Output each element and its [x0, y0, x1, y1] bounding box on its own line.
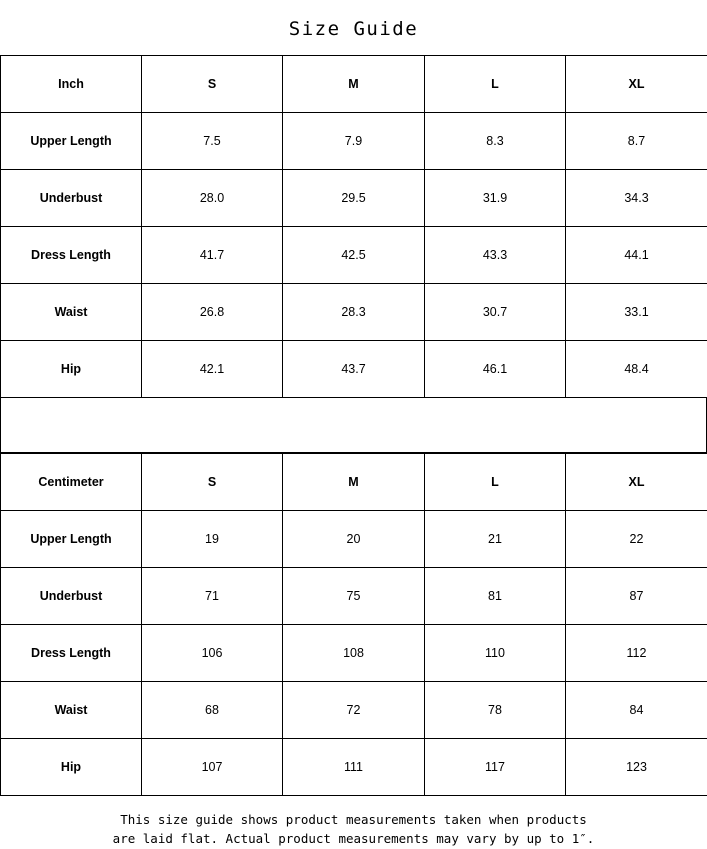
cell-value: 41.7 [142, 226, 283, 283]
cell-value: 107 [142, 738, 283, 795]
column-header-s: S [142, 55, 283, 112]
cell-value: 19 [142, 510, 283, 567]
row-label-underbust: Underbust [1, 169, 142, 226]
cell-value: 26.8 [142, 283, 283, 340]
cell-value: 31.9 [425, 169, 566, 226]
table-row [1, 169, 707, 226]
cell-value: 110 [425, 624, 566, 681]
cell-value: 44.1 [566, 226, 707, 283]
cell-value: 33.1 [566, 283, 707, 340]
cell-value: 117 [425, 738, 566, 795]
centimeter-size-table [0, 453, 707, 796]
cell-value: 68 [142, 681, 283, 738]
cell-value: 78 [425, 681, 566, 738]
cell-value: 71 [142, 567, 283, 624]
cell-value: 21 [425, 510, 566, 567]
cell-value: 42.1 [142, 340, 283, 397]
column-header-m: M [283, 453, 425, 510]
row-label-dress-length: Dress Length [1, 226, 142, 283]
cell-value: 106 [142, 624, 283, 681]
cell-value: 46.1 [425, 340, 566, 397]
cell-value: 111 [283, 738, 425, 795]
table-row [1, 510, 707, 567]
footnote-line-1: This size guide shows product measurements taken when products [0, 810, 707, 829]
column-header-l: L [425, 453, 566, 510]
row-label-waist: Waist [1, 681, 142, 738]
table-row [1, 681, 707, 738]
cell-value: 28.0 [142, 169, 283, 226]
footnote-line-2: are laid flat. Actual product measurements may vary by up to 1″. [0, 829, 707, 848]
table-row [1, 738, 707, 795]
page-title: Size Guide [0, 0, 707, 55]
cell-value: 7.9 [283, 112, 425, 169]
inch-size-table [0, 55, 707, 398]
cell-value: 87 [566, 567, 707, 624]
column-header-xl: XL [566, 453, 707, 510]
cell-value: 29.5 [283, 169, 425, 226]
row-label-dress-length: Dress Length [1, 624, 142, 681]
row-label-hip: Hip [1, 738, 142, 795]
unit-label-centimeter: Centimeter [1, 453, 142, 510]
table-row [1, 283, 707, 340]
table-row [1, 567, 707, 624]
column-header-l: L [425, 55, 566, 112]
cell-value: 81 [425, 567, 566, 624]
cell-value: 30.7 [425, 283, 566, 340]
cell-value: 34.3 [566, 169, 707, 226]
table-row [1, 340, 707, 397]
row-label-upper-length: Upper Length [1, 510, 142, 567]
cell-value: 8.7 [566, 112, 707, 169]
cell-value: 20 [283, 510, 425, 567]
cell-value: 22 [566, 510, 707, 567]
row-label-hip: Hip [1, 340, 142, 397]
column-header-s: S [142, 453, 283, 510]
row-label-underbust: Underbust [1, 567, 142, 624]
cell-value: 112 [566, 624, 707, 681]
cell-value: 8.3 [425, 112, 566, 169]
cell-value: 75 [283, 567, 425, 624]
row-label-upper-length: Upper Length [1, 112, 142, 169]
table-row [1, 112, 707, 169]
table-row [1, 624, 707, 681]
cell-value: 108 [283, 624, 425, 681]
cell-value: 123 [566, 738, 707, 795]
table-separator [0, 398, 707, 453]
cell-value: 48.4 [566, 340, 707, 397]
footnote [0, 796, 707, 849]
table-header-row [1, 453, 707, 510]
row-label-waist: Waist [1, 283, 142, 340]
column-header-xl: XL [566, 55, 707, 112]
cell-value: 28.3 [283, 283, 425, 340]
table-header-row [1, 55, 707, 112]
cell-value: 43.7 [283, 340, 425, 397]
cell-value: 84 [566, 681, 707, 738]
cell-value: 7.5 [142, 112, 283, 169]
table-row [1, 226, 707, 283]
cell-value: 72 [283, 681, 425, 738]
column-header-m: M [283, 55, 425, 112]
unit-label-inch: Inch [1, 55, 142, 112]
cell-value: 42.5 [283, 226, 425, 283]
cell-value: 43.3 [425, 226, 566, 283]
